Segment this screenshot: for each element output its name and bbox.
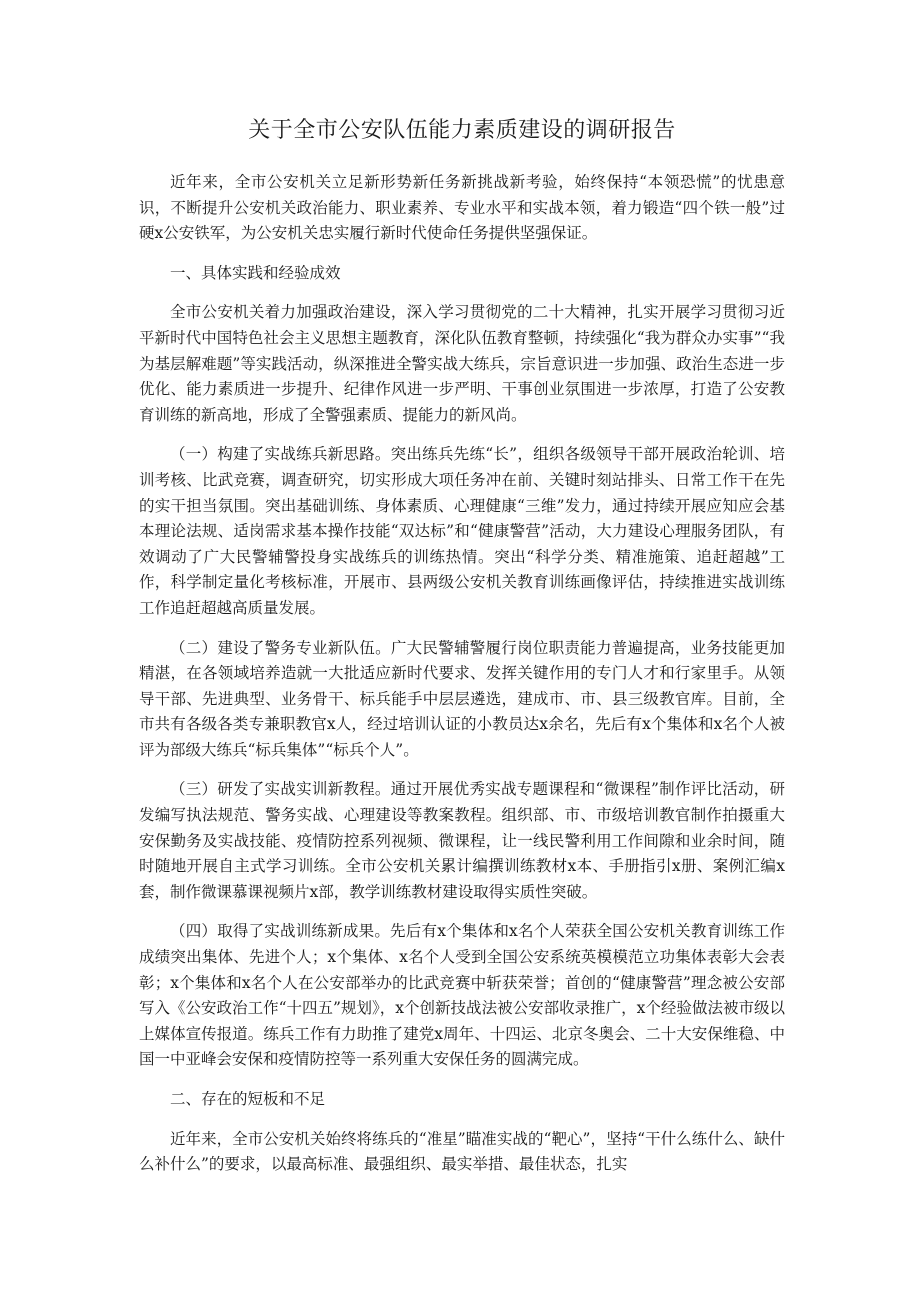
subsection-paragraph-1: （一）构建了实战练兵新思路。突出练兵先练“长”，组织各级领导干部开展政治轮训、培训考核、比武竞赛，调查研究，切实形成大项任务冲在前、关键时刻站排头、日常工作干在先的实干担当氛围。突出基础训练、身体素质、心理健康“三维”发力，通过持续开展应知应会基本理论法规、适岗需求基本操作技能“双达标”和“健康警营”活动，大力建设心理服务团队，有效调动了广大民警辅警投身实战练兵的训练热情。突出“科学分类、精准施策、追赶超越”工作，科学制定量化考核标准，开展市、县两级公安机关教育训练画像评估，持续推进实战训练工作追赶超越高质量发展。 — [139, 445, 785, 617]
section-heading-1: 一、具体实践和经验成效 — [170, 263, 341, 282]
intro-paragraph: 近年来，全市公安机关立足新形势新任务新挑战新考验，始终保持“本领恐慌”的忧患意识，不断提升公安机关政治能力、职业素养、专业水平和实战本领，着力锻造“四个铁一般”过硬x公安铁军，为公安机关忠实履行新时代使命任务提供坚强保证。 — [139, 173, 785, 243]
subsection-paragraph-4: （四）取得了实战训练新成果。先后有x个集体和x名个人荣获全国公安机关教育训练工作成绩突出集体、先进个人；x个集体、x名个人受到全国公安系统英模模范立功集体表彰大会表彰；x个集体和x名个人在公安部举办的比武竞赛中斩获荣誉；首创的“健康警营”理念被公安部写入《公安政治工作“十四五”规划》，x个创新技战法被公安部收录推广，x个经验做法被市级以上媒体宣传报道。练兵工作有力助推了建党x周年、十四运、北京冬奥会、二十大安保维稳、中国一中亚峰会安保和疫情防控等一系列重大安保任务的圆满完成。 — [139, 922, 785, 1069]
section-heading-2: 二、存在的短板和不足 — [170, 1090, 326, 1108]
body-paragraph: 近年来，全市公安机关始终将练兵的“准星”瞄准实战的“靶心”，坚持“干什么练什么、缺什么补什么”的要求，以最高标准、最强组织、最实举措、最佳状态，扎实 — [139, 1129, 785, 1174]
document-title: 关于全市公安队伍能力素质建设的调研报告 — [248, 118, 676, 143]
document-body — [139, 116, 785, 1192]
subsection-paragraph-2: （二）建设了警务专业新队伍。广大民警辅警履行岗位职责能力普遍提高，业务技能更加精湛，在各领域培养造就一大批适应新时代要求、发挥关键作用的专门人才和行家里手。从领导干部、先进典型、业务骨干、标兵能手中层层遴选，建成市、市、县三级教官库。目前，全市共有各级各类专兼职教官x人，经过培训认证的小教员达x余名，先后有x个集体和x名个人被评为部级大练兵“标兵集体”“标兵个人”。 — [139, 638, 785, 759]
body-paragraph: 全市公安机关着力加强政治建设，深入学习贯彻党的二十大精神，扎实开展学习贯彻习近平新时代中国特色社会主义思想主题教育，深化队伍教育整顿，持续强化“我为群众办实事”“我为基层解难题”等实践活动，纵深推进全警实战大练兵，宗旨意识进一步加强、政治生态进一步优化、能力素质进一步提升、纪律作风进一步严明、干事创业氛围进一步浓厚，打造了公安教育训练的新高地，形成了全警强素质、提能力的新风尚。 — [139, 303, 785, 424]
subsection-paragraph-3: （三）研发了实战实训新教程。通过开展优秀实战专题课程和“微课程”制作评比活动，研发编写执法规范、警务实战、心理建设等教案教程。组织部、市、市级培训教官制作拍摄重大安保勤务及实战技能、疫情防控系列视频、微课程，让一线民警利用工作间隙和业余时间，随时随地开展自主式学习训练。全市公安机关累计编撰训练教材x本、手册指引x册、案例汇编x套，制作微课慕课视频片x部，教学训练教材建设取得实质性突破。 — [139, 780, 785, 901]
